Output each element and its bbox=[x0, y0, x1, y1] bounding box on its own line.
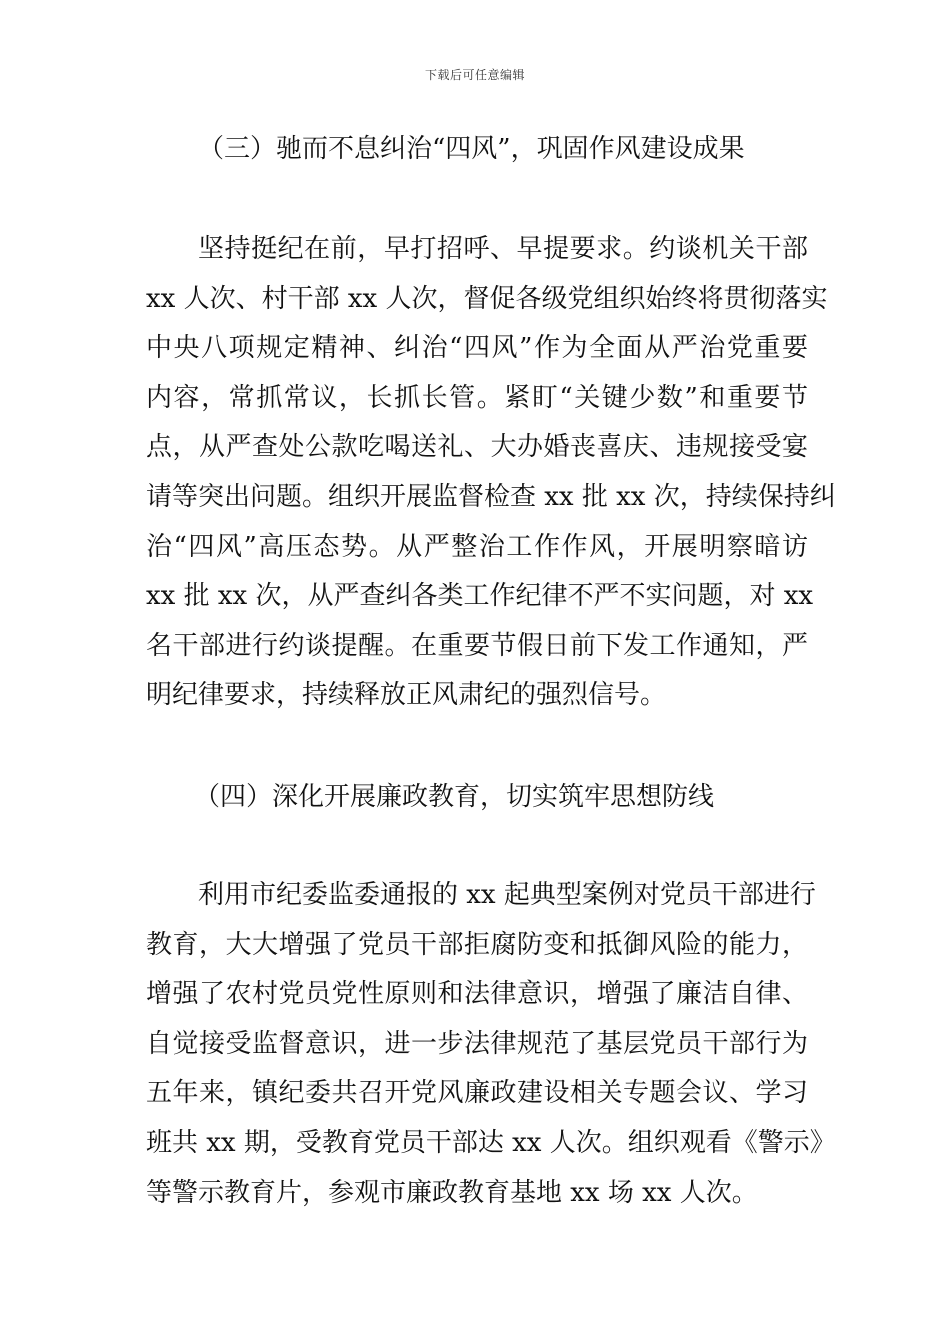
section-heading-4: （四）深化开展廉政教育，切实筑牢思想防线 bbox=[194, 782, 715, 812]
paragraph-line: 点，从严查处公款吃喝送礼、大办婚丧喜庆、违规接受宴 bbox=[146, 432, 808, 463]
paragraph-line: 自觉接受监督意识，进一步法律规范了基层党员干部行为 bbox=[146, 1028, 808, 1059]
paragraph-line: 明纪律要求，持续释放正风肃纪的强烈信号。 bbox=[146, 680, 667, 711]
paragraph-line: 内容，常抓常议，长抓长管。紧盯“关键少数”和重要节 bbox=[146, 382, 808, 413]
paragraph-line: 教育，大大增强了党员干部拒腐防变和抵御风险的能力， bbox=[146, 929, 808, 960]
paragraph-line: 增强了农村党员党性原则和法律意识，增强了廉洁自律、 bbox=[146, 979, 808, 1010]
paragraph-line: 请等突出问题。组织开展监督检查 xx 批 xx 次，持续保持纠 bbox=[146, 481, 836, 512]
paragraph-line: 名干部进行约谈提醒。在重要节假日前下发工作通知，严 bbox=[146, 630, 808, 661]
paragraph-line: 等警示教育片，参观市廉政教育基地 xx 场 xx 人次。 bbox=[146, 1177, 758, 1208]
section-heading-3: （三）驰而不息纠治“四风”，巩固作风建设成果 bbox=[198, 134, 745, 164]
paragraph-line: 班共 xx 期，受教育党员干部达 xx 人次。组织观看《警示》 bbox=[146, 1127, 836, 1158]
paragraph-line: xx 批 xx 次，从严查纠各类工作纪律不严不实问题，对 xx bbox=[146, 581, 814, 612]
paragraph-line: 坚持挺纪在前，早打招呼、早提要求。约谈机关干部 bbox=[198, 234, 808, 264]
section-3-paragraph bbox=[146, 225, 836, 721]
paragraph-line: 中央八项规定精神、纠治“四风”作为全面从严治党重要 bbox=[146, 333, 808, 364]
section-4-paragraph bbox=[146, 871, 836, 1218]
paragraph-line: 五年来，镇纪委共召开党风廉政建设相关专题会议、学习 bbox=[146, 1078, 808, 1109]
paragraph-line: 治“四风”高压态势。从严整治工作作风，开展明察暗访 bbox=[146, 531, 808, 562]
paragraph-line: xx 人次、村干部 xx 人次，督促各级党组织始终将贯彻落实 bbox=[146, 283, 828, 314]
page-header-note: 下载后可任意编辑 bbox=[424, 68, 525, 82]
paragraph-line: 利用市纪委监委通报的 xx 起典型案例对党员干部进行 bbox=[198, 880, 816, 910]
